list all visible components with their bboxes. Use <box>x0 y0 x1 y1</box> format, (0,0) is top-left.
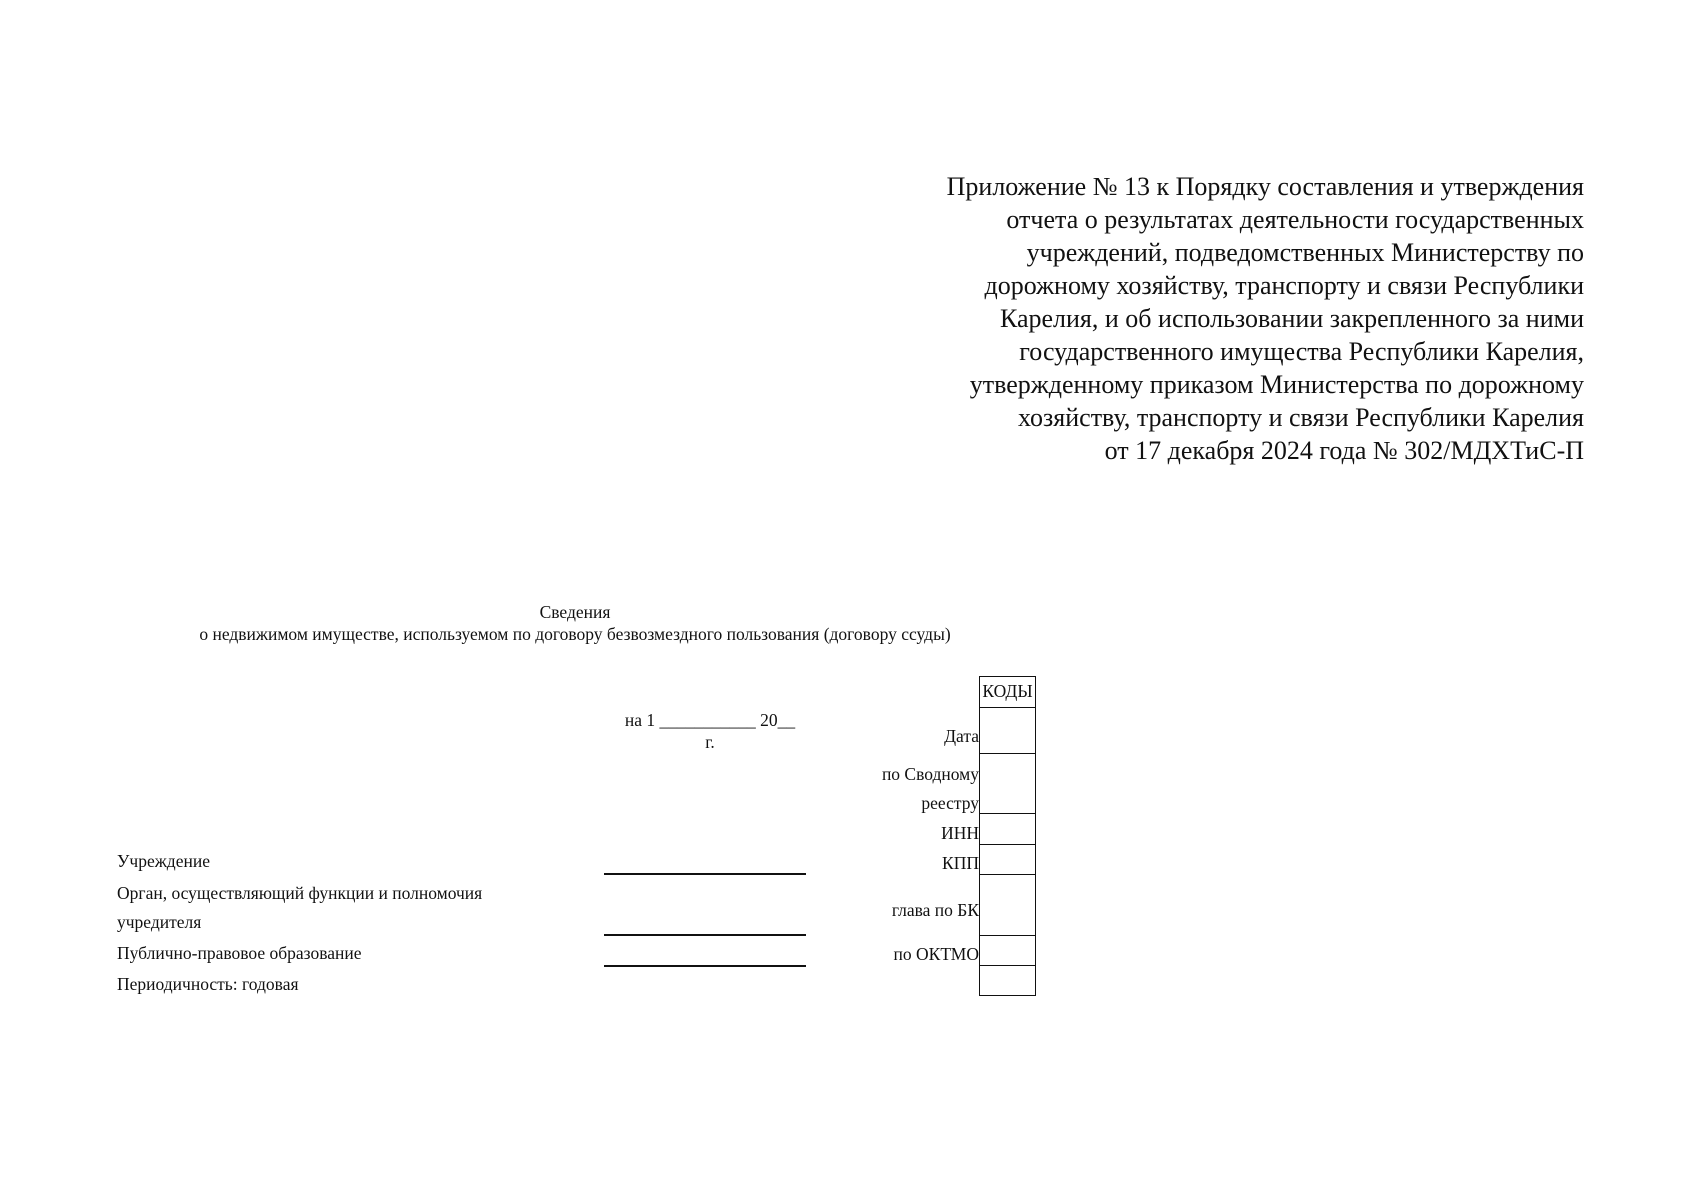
founder-fill-line[interactable] <box>604 934 806 936</box>
appendix-line: учреждений, подведомственных Министерству по <box>1026 238 1584 267</box>
institution-label: Учреждение <box>117 851 210 871</box>
appendix-line: дорожному хозяйству, транспорту и связи Республики <box>984 271 1584 300</box>
code-label-oktmo: по ОКТМО <box>893 944 979 964</box>
code-label-registry-line1: по Сводному <box>881 764 979 784</box>
report-date-text: на 1 ___________ 20__ <box>624 710 796 730</box>
codes-table <box>979 676 1036 996</box>
code-cell-extra[interactable] <box>980 965 1035 995</box>
code-cell-oktmo[interactable] <box>980 935 1035 965</box>
appendix-line: хозяйству, транспорту и связи Республики Карелия <box>1018 403 1584 432</box>
code-cell-inn[interactable] <box>980 813 1035 844</box>
public-entity-fill-line[interactable] <box>604 965 806 967</box>
appendix-line: отчета о результатах деятельности государственных <box>1006 205 1584 234</box>
public-entity-label: Публично-правовое образование <box>117 943 362 963</box>
founder-label-line2: учредителя <box>117 912 202 932</box>
appendix-line: от 17 декабря 2024 года № 302/МДХТиС-П <box>1104 436 1584 465</box>
code-cell-date[interactable] <box>980 707 1035 753</box>
periodicity-label: Периодичность: годовая <box>117 974 299 994</box>
code-cell-kpp[interactable] <box>980 844 1035 874</box>
code-label-registry-line2: реестру <box>921 793 979 813</box>
appendix-line: утвержденному приказом Министерства по дорожному <box>969 370 1584 399</box>
code-label-bk-chapter: глава по БК <box>891 900 979 920</box>
appendix-header <box>824 170 1584 467</box>
appendix-line: Карелия, и об использовании закрепленного за ними <box>999 304 1584 333</box>
appendix-line: государственного имущества Республики Карелия, <box>1019 337 1584 366</box>
form-title-block <box>120 601 1030 645</box>
report-date-line <box>590 709 830 753</box>
form-title: Сведения <box>539 602 611 622</box>
code-cell-registry[interactable] <box>980 753 1035 813</box>
institution-fill-line[interactable] <box>604 873 806 875</box>
code-label-kpp: КПП <box>942 853 979 873</box>
code-cell-bk-chapter[interactable] <box>980 874 1035 935</box>
founder-label-line1: Орган, осуществляющий функции и полномочия <box>117 883 483 903</box>
code-label-inn: ИНН <box>941 823 979 843</box>
form-subtitle: о недвижимом имуществе, используемом по договору безвозмездного пользования (договору ссуды) <box>199 624 951 644</box>
codes-header: КОДЫ <box>982 681 1033 701</box>
report-date-year-suffix: г. <box>705 732 715 752</box>
code-label-date: Дата <box>944 726 979 746</box>
appendix-line: Приложение № 13 к Порядку составления и утверждения <box>946 172 1584 201</box>
